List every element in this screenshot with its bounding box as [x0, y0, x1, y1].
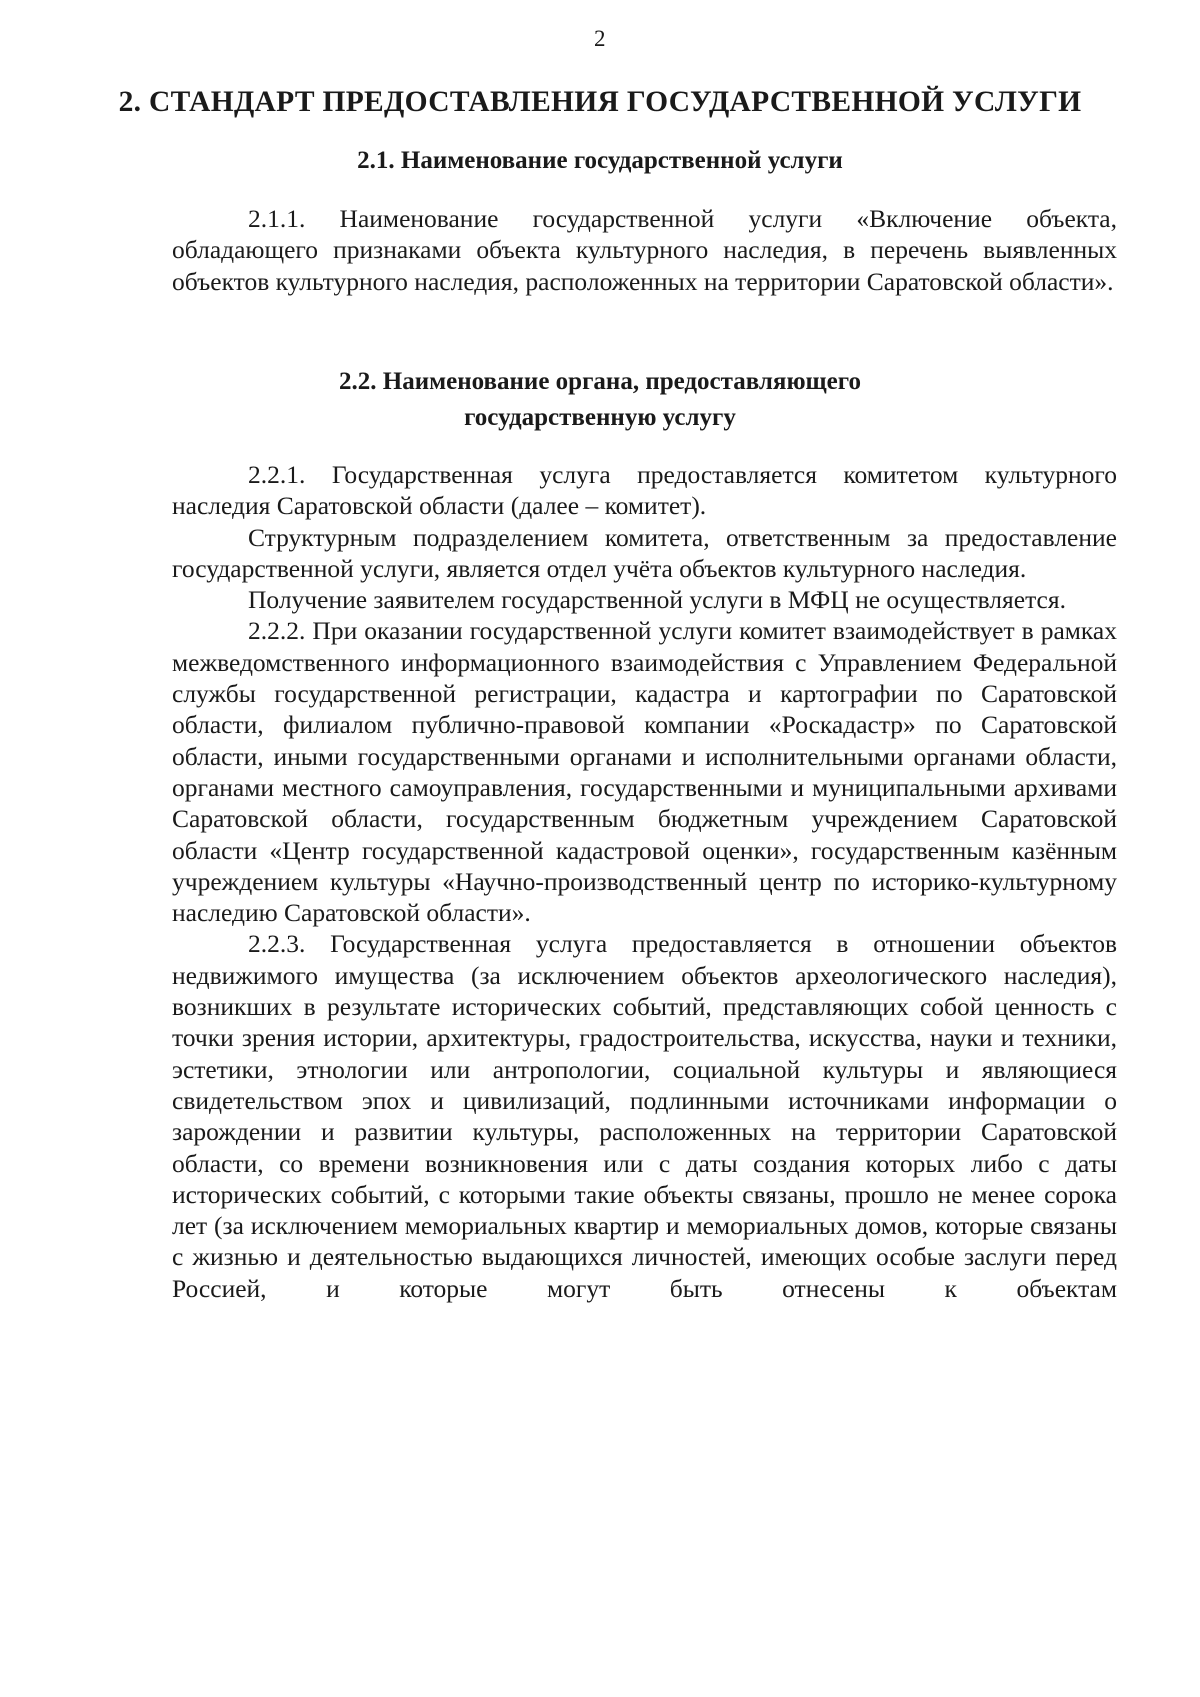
page-number: 2 [594, 26, 606, 51]
paragraph-2-2-2: 2.2.2. При оказании государственной услуги комитет взаимодействует в рамках межведомственного информационного взаимодействия с Управлением Федеральной службы государственной регистрации, кадастра и картографии по Саратовской области, филиалом публично-правовой компании «Роскадастр» по Саратовской области, иными государственными органами и исполнительными органами области, органами местного самоуправления, государственными и муниципальными архивами Саратовской области, государственным бюджетным учреждением Саратовской области «Центр государственной кадастровой оценки», государственным казённым учреждением культуры «Научно-производственный центр по историко-культурному наследию Саратовской области». [172, 616, 1117, 928]
page-title: 2. СТАНДАРТ ПРЕДОСТАВЛЕНИЯ ГОСУДАРСТВЕННОЙ УСЛУГИ [118, 86, 1082, 118]
section-2-1-body [172, 203, 1117, 297]
paragraph-structural-unit: Структурным подразделением комитета, ответственным за предоставление государственной услуги, является отдел учёта объектов культурного наследия. [172, 522, 1117, 583]
paragraph-2-2-3: 2.2.3. Государственная услуга предоставляется в отношении объектов недвижимого имущества (за исключением объектов археологического наследия), возникших в результате исторических событий, представляющих собой ценность с точки зрения истории, архитектуры, градостроительства, искусства, науки и техники, эстетики, этнологии или антропологии, социальной культуры и являющиеся свидетельством эпох и цивилизаций, подлинными источниками информации о зарождении и развитии культуры, расположенных на территории Саратовской области, со времени возникновения или с даты создания которых либо с даты исторических событий, с которыми такие объекты связаны, прошло не менее сорока лет (за исключением мемориальных квартир и мемориальных домов, которые связаны с жизнью и деятельностью выдающихся личностей, имеющих особые заслуги перед Россией, и которые могут быть отнесены к объектам [172, 929, 1117, 1303]
section-2-2-heading-line-2: государственную услугу [464, 404, 736, 431]
paragraph-2-2-1: 2.2.1. Государственная услуга предоставляется комитетом культурного наследия Саратовской области (далее – комитет). [172, 460, 1117, 521]
section-2-2-heading [140, 364, 1060, 436]
section-2-2-body [172, 459, 1117, 1304]
paragraph-2-1-1: 2.1.1. Наименование государственной услуги «Включение объекта, обладающего признаками объекта культурного наследия, в перечень выявленных объектов культурного наследия, расположенных на территории Саратовской области». [172, 204, 1117, 296]
paragraph-mfc: Получение заявителем государственной услуги в МФЦ не осуществляется. [248, 585, 1066, 615]
section-2-2-heading-line-1: 2.2. Наименование органа, предоставляющего [339, 368, 861, 395]
section-2-1-heading: 2.1. Наименование государственной услуги [357, 147, 843, 174]
